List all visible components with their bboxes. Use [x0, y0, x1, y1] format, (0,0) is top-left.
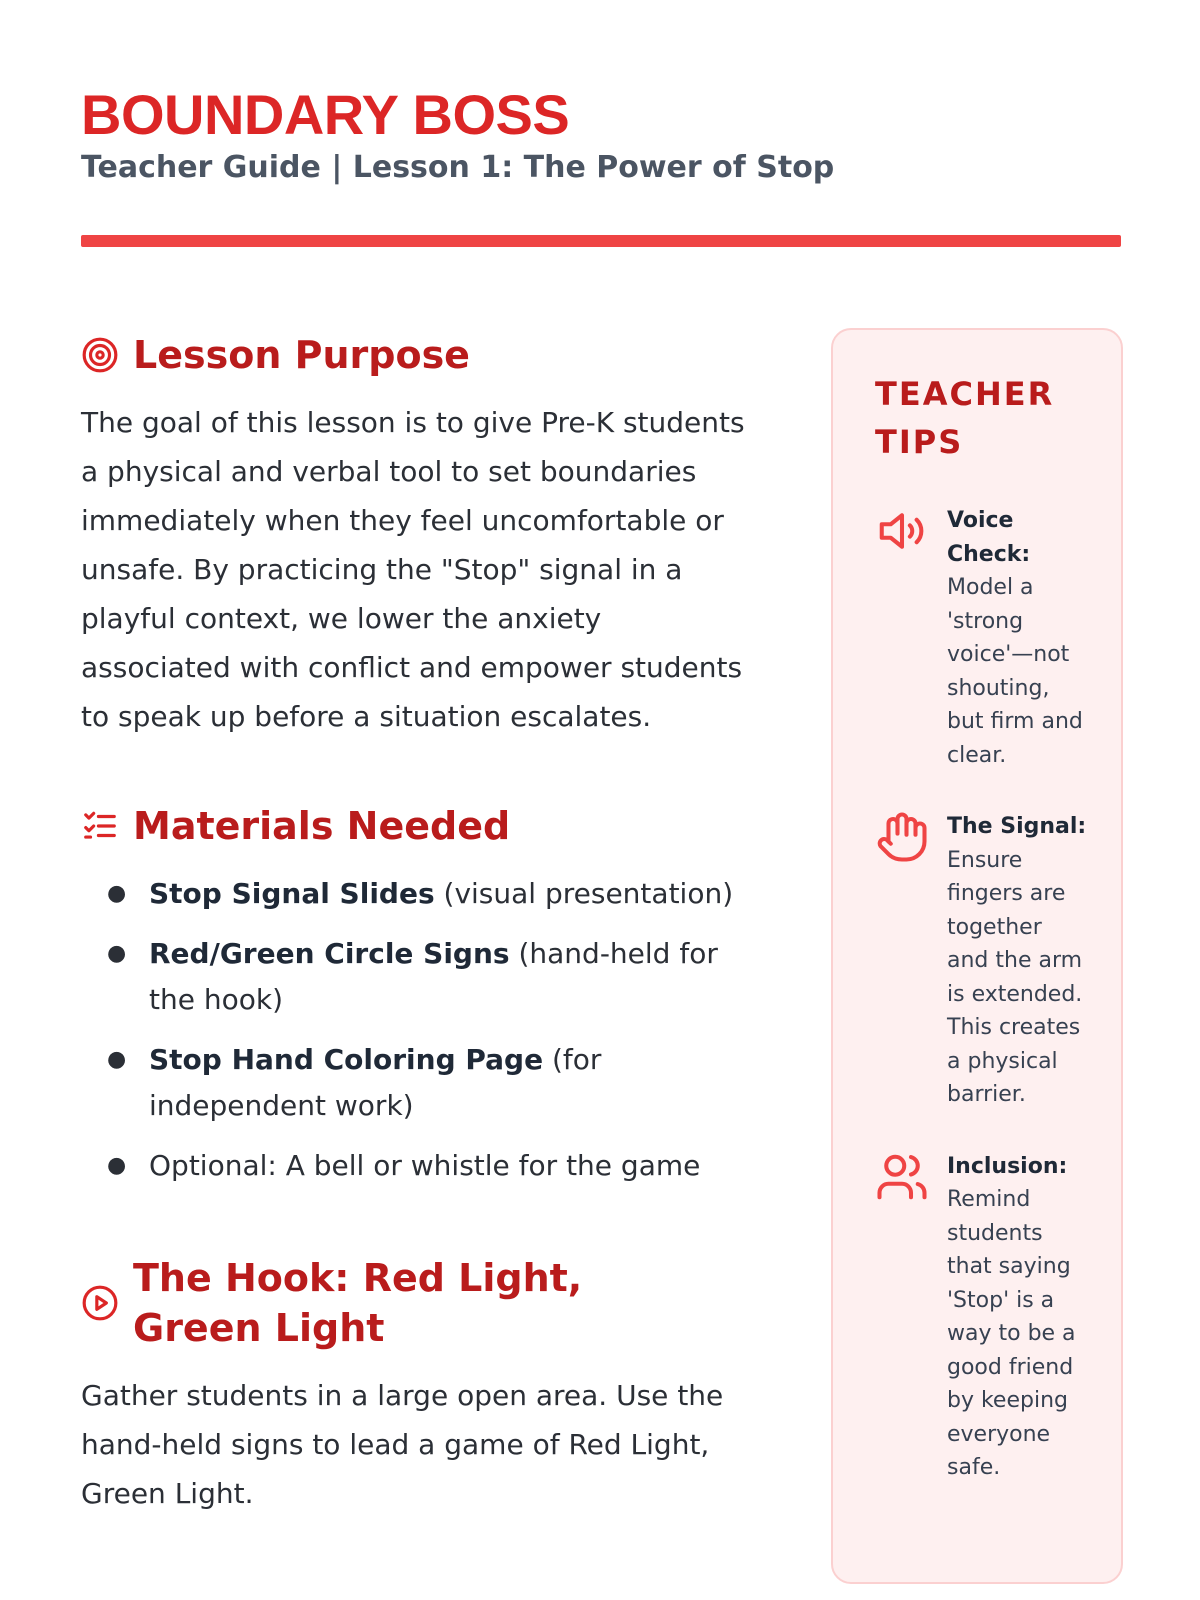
bullet: ●: [107, 1047, 127, 1072]
target-icon: [81, 336, 119, 374]
main-content: [81, 320, 751, 1518]
tip-body: Remind students that saying 'Stop' is a way to be a good friend by keeping everyone safe.: [947, 1187, 1076, 1480]
section-heading-text: The Hook: Red Light, Green Light: [133, 1256, 583, 1350]
bullet: ●: [107, 1153, 127, 1178]
section-heading-text: Lesson Purpose: [133, 333, 470, 377]
tip-text: [947, 504, 1087, 772]
tip-label: The Signal:: [947, 814, 1087, 839]
header-divider: [81, 235, 1121, 247]
play-circle-icon: [81, 1284, 119, 1322]
tip-text: [947, 810, 1087, 1112]
lesson-purpose-section: [81, 330, 751, 741]
list-item: [107, 1143, 751, 1189]
tips-title: TEACHER TIPS: [875, 375, 1055, 461]
tip-body: Model a 'strong voice'—not shouting, but firm and clear.: [947, 575, 1083, 768]
teacher-tips-panel: [831, 328, 1123, 1584]
list-item: [107, 1037, 751, 1129]
section-heading-text: Materials Needed: [133, 804, 511, 848]
materials-list: [81, 871, 751, 1189]
materials-section: [81, 801, 751, 1189]
item-detail: (hand-held for the hook): [149, 937, 718, 1016]
document-header: [81, 83, 1121, 186]
brand-title: BOUNDARY BOSS: [81, 83, 570, 146]
item-detail: (for independent work): [149, 1043, 602, 1122]
item-detail: Optional: A bell or whistle for the game: [149, 1149, 701, 1182]
item-detail: (visual presentation): [434, 877, 734, 910]
list-item: [107, 871, 751, 917]
hand-icon: [875, 810, 929, 864]
tip-label: Inclusion:: [947, 1153, 1068, 1179]
purpose-paragraph: The goal of this lesson is to give Pre-K students a physical and verbal tool to set boundaries immediately when they feel uncomfortable or unsafe. By practicing the "Stop" signal in a playful context, we lower the anxiety associated with conflict and empower students to speak up before a situation escalates.: [81, 406, 745, 733]
tip-label: Voice Check:: [947, 508, 1031, 567]
tip-body: Ensure fingers are together and the arm is extended. This creates a physical barrier.: [947, 847, 1083, 1107]
checklist-icon: [81, 807, 119, 845]
hook-paragraph: Gather students in a large open area. Use the hand-held signs to lead a game of Red Light, Green Light.: [81, 1379, 724, 1510]
bullet: ●: [107, 941, 127, 966]
bullet: ●: [107, 881, 127, 906]
speaker-icon: [875, 504, 929, 558]
section-heading: [81, 1253, 751, 1353]
list-item: [107, 931, 751, 1023]
section-heading: [81, 330, 751, 380]
tip-the-signal: [875, 810, 1091, 1112]
users-icon: [875, 1150, 929, 1204]
tip-voice-check: [875, 504, 1091, 772]
item-label: Stop Hand Coloring Page: [149, 1043, 544, 1076]
hook-section: [81, 1253, 751, 1518]
tip-inclusion: [875, 1150, 1091, 1485]
item-label: Red/Green Circle Signs: [149, 937, 510, 970]
item-label: Stop Signal Slides: [149, 877, 435, 910]
section-heading: [81, 801, 751, 851]
tip-text: [947, 1150, 1087, 1485]
document-subtitle: Teacher Guide | Lesson 1: The Power of Stop: [81, 150, 835, 185]
